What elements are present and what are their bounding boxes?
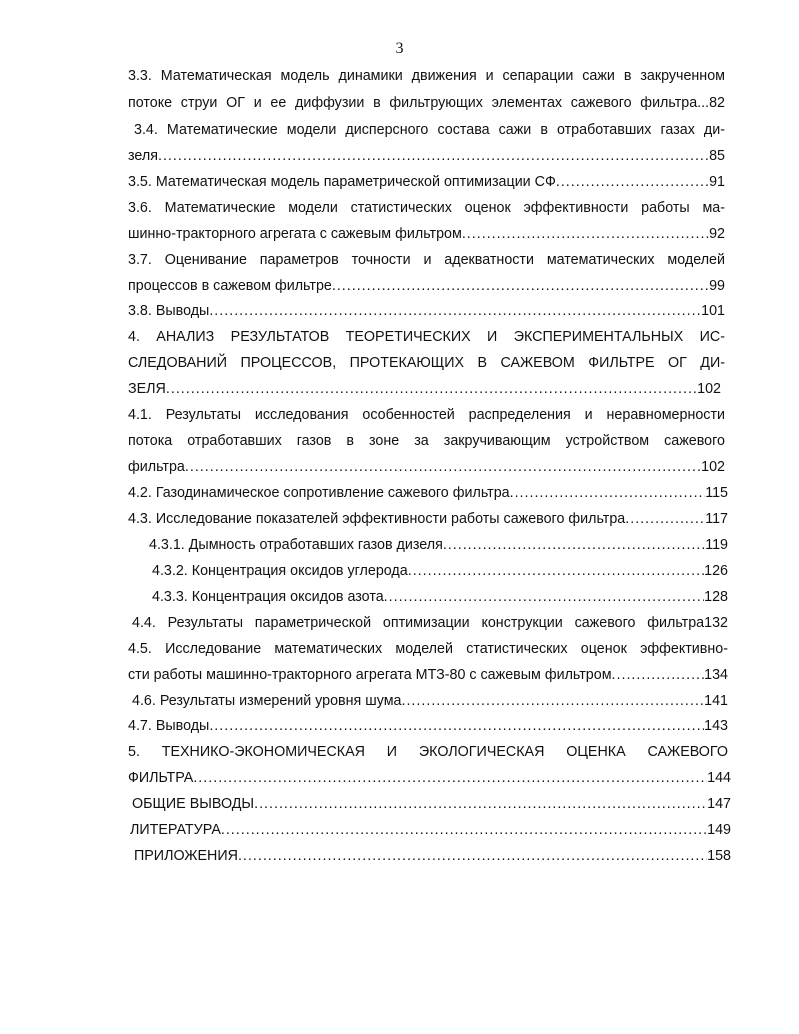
toc-entry-title: 4.3. Исследование показателей эффективности работы сажевого фильтра — [128, 511, 626, 527]
toc-entry-title: 4.3.3. Концентрация оксидов азота — [152, 589, 384, 605]
toc-line: 3.4. Математические модели дисперсного состава сажи в отработавших газах ди- — [134, 122, 725, 138]
toc-entry — [130, 820, 731, 840]
toc-entry-page: 144 — [707, 770, 731, 786]
toc-leader-dots — [408, 561, 704, 581]
toc-line: потока отработавших газов в зоне за закручивающим устройством сажевого — [128, 433, 725, 449]
toc-entry-title: 4.3.2. Концентрация оксидов углерода — [152, 563, 408, 579]
toc-entry-page: 126 — [704, 563, 728, 579]
toc-entry-page: 85 — [709, 148, 725, 164]
toc-line: 3.6. Математические модели статистических оценок эффективности работы ма- — [128, 200, 725, 216]
toc-line: 5. ТЕХНИКО-ЭКОНОМИЧЕСКАЯ И ЭКОЛОГИЧЕСКАЯ ОЦЕНКА САЖЕВОГО — [128, 744, 728, 760]
toc-leader-dots — [158, 146, 709, 166]
toc-leader-dots — [443, 535, 705, 555]
toc-entry-title: ПРИЛОЖЕНИЯ — [134, 848, 238, 864]
toc-line: потоке струи ОГ и ее диффузии в фильтрующих элементах сажевого фильтра...82 — [128, 95, 725, 111]
toc-leader-dots — [185, 457, 701, 477]
toc-entry-title: ЗЕЛЯ — [128, 381, 166, 397]
toc-entry-page: 117 — [705, 511, 728, 527]
toc-line: 3.3. Математическая модель динамики движения и сепарации сажи в закрученном — [128, 68, 725, 84]
toc-line: 4.4. Результаты параметрической оптимизации конструкции сажевого фильтра132 — [132, 615, 728, 631]
toc-entry-title: 3.8. Выводы — [128, 303, 210, 319]
toc-entry — [128, 224, 725, 244]
toc-leader-dots — [612, 665, 705, 685]
toc-entry — [128, 301, 725, 321]
toc-entry — [152, 587, 728, 607]
toc-entry-title: 3.5. Математическая модель параметрической оптимизации СФ — [128, 174, 556, 190]
toc-entry-page: 115 — [705, 485, 728, 501]
toc-entry-page: 134 — [704, 667, 728, 683]
toc-line: 4. АНАЛИЗ РЕЗУЛЬТАТОВ ТЕОРЕТИЧЕСКИХ И ЭКСПЕРИМЕНТАЛЬНЫХ ИС- — [128, 329, 725, 345]
toc-leader-dots — [556, 172, 709, 192]
toc-entry-title: 4.7. Выводы — [128, 718, 210, 734]
toc-entry-page: 143 — [704, 718, 728, 734]
toc-entry-title: фильтра — [128, 459, 185, 475]
toc-line: 4.5. Исследование математических моделей статистических оценок эффективно- — [128, 641, 728, 657]
toc-entry — [134, 846, 731, 866]
toc-entry-page: 91 — [709, 174, 725, 190]
toc-entry — [149, 535, 728, 555]
toc-entry — [152, 561, 728, 581]
toc-leader-dots — [462, 224, 709, 244]
toc-leader-dots — [166, 379, 697, 399]
toc-entry — [128, 457, 725, 477]
toc-entry — [128, 665, 728, 685]
toc-entry — [128, 146, 725, 166]
toc-entry-page: 102 — [701, 459, 725, 475]
toc-leader-dots — [193, 768, 707, 788]
toc-entry-title: зеля — [128, 148, 158, 164]
toc-entry — [128, 509, 728, 529]
toc-entry-page: 101 — [701, 303, 725, 319]
toc-leader-dots — [238, 846, 707, 866]
toc-leader-dots — [401, 691, 704, 711]
toc-entry — [128, 276, 725, 296]
toc-leader-dots — [209, 301, 701, 321]
toc-entry — [128, 379, 721, 399]
toc-entry-title: 4.6. Результаты измерений уровня шума — [132, 693, 402, 709]
toc-entry-title: ЛИТЕРАТУРА — [130, 822, 221, 838]
toc-entry-title: процессов в сажевом фильтре — [128, 278, 332, 294]
toc-entry-page: 147 — [707, 796, 731, 812]
toc-entry — [132, 794, 731, 814]
toc-entry-title: сти работы машинно-тракторного агрегата МТЗ-80 с сажевым фильтром — [128, 667, 612, 683]
toc-entry — [132, 691, 728, 711]
toc-entry-title: шинно-тракторного агрегата с сажевым фильтром — [128, 226, 462, 242]
toc-line: СЛЕДОВАНИЙ ПРОЦЕССОВ, ПРОТЕКАЮЩИХ В САЖЕВОМ ФИЛЬТРЕ ОГ ДИ- — [128, 355, 725, 371]
toc-entry-page: 99 — [709, 278, 725, 294]
toc-leader-dots — [510, 483, 706, 503]
toc-entry-page: 141 — [704, 693, 728, 709]
toc-entry — [128, 483, 728, 503]
toc-entry — [128, 716, 728, 736]
toc-leader-dots — [384, 587, 704, 607]
toc-entry-page: 92 — [709, 226, 725, 242]
toc-entry — [128, 768, 731, 788]
toc-entry-page: 128 — [704, 589, 728, 605]
toc-entry-page: 102 — [697, 381, 721, 397]
toc-line: 4.1. Результаты исследования особенностей распределения и неравномерности — [128, 407, 725, 423]
toc-entry-title: ФИЛЬТРА — [128, 770, 194, 786]
toc-entry-page: 158 — [707, 848, 731, 864]
toc-entry-title: 4.3.1. Дымность отработавших газов дизеля — [149, 537, 443, 553]
toc-entry-page: 119 — [705, 537, 728, 553]
toc-leader-dots — [209, 716, 704, 736]
toc-entry-title: 4.2. Газодинамическое сопротивление сажевого фильтра — [128, 485, 510, 501]
toc-entry-page: 149 — [707, 822, 731, 838]
toc-line: 3.7. Оценивание параметров точности и адекватности математических моделей — [128, 252, 725, 268]
toc-entry-title: ОБЩИЕ ВЫВОДЫ — [132, 796, 255, 812]
toc-leader-dots — [625, 509, 705, 529]
toc-entry — [128, 172, 725, 192]
toc-leader-dots — [332, 276, 709, 296]
toc-leader-dots — [221, 820, 707, 840]
toc-leader-dots — [254, 794, 707, 814]
page-number: 3 — [395, 40, 404, 57]
